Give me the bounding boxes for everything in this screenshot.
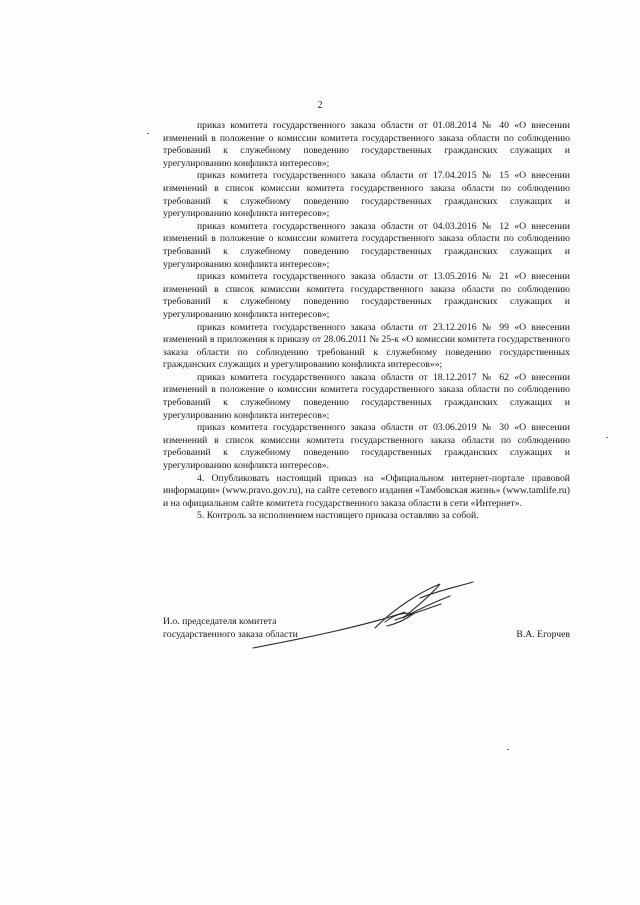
page-number: 2 bbox=[317, 100, 323, 111]
paragraph-order-2016-may: приказ комитета государственного заказа области от 13.05.2016 № 21 «О внесении изменений в список комиссии комитета государственного заказа области по соблюдению требований к служебному поведению государственных гражданских служащих и урегулированию конфликта интересов»; bbox=[163, 271, 570, 320]
handwritten-signature bbox=[245, 568, 475, 658]
paragraph-publication-clause: 4. Опубликовать настоящий приказ на «Официальном интернет-портале правовой информации» (www.pravo.gov.ru), на сайте сетевого издания «Тамбовская жизнь» (www.tamlife.ru) и на официальном сайте комитета государственного заказа области в сети «Интернет». bbox=[163, 472, 570, 509]
document-body bbox=[163, 120, 570, 523]
paragraph-order-2019: приказ комитета государственного заказа области от 03.06.2019 № 30 «О внесении изменений в список комиссии комитета государственного заказа области по соблюдению требований к служебному поведению государственных гражданских служащих и урегулированию конфликта интересов». bbox=[163, 422, 570, 472]
scan-speck bbox=[606, 437, 608, 438]
signatory-position-line-1: И.о. председателя комитета bbox=[163, 616, 277, 627]
signatory-name: В.А. Егорчев bbox=[516, 628, 570, 640]
paragraph-order-2016-december: приказ комитета государственного заказа области от 23.12.2016 № 99 «О внесении изменений в приложения к приказу от 28.06.2011 № 25-к «О комиссии комитета государственного заказа области по соблюдению требований к служебному поведению государственных гражданских служащих и урегулированию конфликта интересов»»; bbox=[163, 321, 570, 371]
paragraph-order-2017: приказ комитета государственного заказа области от 18.12.2017 № 62 «О внесении изменений в положение о комиссии комитета государственного заказа области по соблюдению требований к служебному поведению государственных гражданских служащих и урегулированию конфликта интересов»; bbox=[163, 371, 570, 421]
paragraph-order-2014: приказ комитета государственного заказа области от 01.08.2014 № 40 «О внесении изменений в положение о комиссии комитета государственного заказа области по соблюдению требований к служебному поведению государственных гражданских служащих и урегулированию конфликта интересов»; bbox=[163, 120, 570, 169]
paragraph-control-clause: 5. Контроль за исполнением настоящего приказа оставляю за собой. bbox=[197, 510, 479, 522]
paragraph-order-2015: приказ комитета государственного заказа области от 17.04.2015 № 15 «О внесении изменений в список комиссии комитета государственного заказа области по соблюдению требований к служебному поведению государственных гражданских служащих и урегулированию конфликта интересов»; bbox=[163, 170, 570, 220]
paragraph-order-2016-march: приказ комитета государственного заказа области от 04.03.2016 № 12 «О внесении изменений в положение о комиссии комитета государственного заказа области по соблюдению требований к служебному поведению государственных гражданских служащих и урегулированию конфликта интересов»; bbox=[163, 220, 570, 270]
signatory-position-line-2: государственного заказа области bbox=[163, 628, 298, 640]
scan-speck bbox=[507, 749, 509, 750]
scan-speck bbox=[147, 133, 149, 134]
